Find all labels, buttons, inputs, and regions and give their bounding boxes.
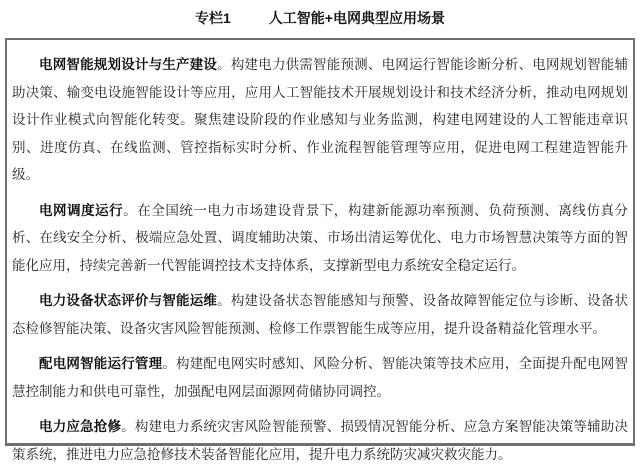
paragraph-separator: 。	[217, 57, 231, 72]
paragraph-body: 在全国统一电力市场建设背景下，构建新能源功率预测、负荷预测、离线仿真分析、在线安全分析、极端应急处置、调度辅助决策、市场出清运筹优化、电力市场智慧决策等方面的智能化应用，持续完善新一代智能调控技术支持体系，支撑新型电力系统安全稳定运行。	[12, 202, 629, 273]
paragraph-separator: 。	[121, 419, 135, 434]
paragraph	[12, 51, 628, 189]
paragraph	[12, 287, 628, 342]
paragraph	[12, 413, 628, 468]
panel-title-text: 人工智能+电网典型应用场景	[268, 10, 445, 26]
paragraph-body: 构建设备状态智能感知与预警、设备故障智能定位与诊断、设备状态检修智能决策、设备灾害风险智能预测、检修工作票智能生成等应用，提升设备精益化管理水平。	[12, 293, 629, 336]
paragraph-heading: 电网调度运行	[39, 202, 124, 218]
paragraph-body: 构建电力供需智能预测、电网运行智能诊断分析、电网规划智能辅助决策、输变电设施智能设计等应用，应用人工智能技术开展规划设计和技术经济分析，推动电网规划设计作业模式向智能化转变。聚焦建设阶段的作业感知与业务监测，构建电网建设的人工智能违章识别、进度仿真、在线监测、管控指标实时分析、作业流程智能管理等应用，促进电网工程建造智能升级。	[12, 57, 629, 182]
paragraph-body: 构建配电网实时感知、风险分析、智能决策等技术应用，全面提升配电网智慧控制能力和供电可靠性，加强配电网层面源网荷储协同调控。	[12, 356, 629, 399]
panel-number-label: 专栏1	[195, 10, 231, 26]
paragraph-separator: 。	[162, 356, 177, 371]
paragraph	[12, 350, 628, 405]
paragraph-heading: 配电网智能运行管理	[39, 356, 163, 371]
paragraph-heading: 电力设备状态评价与智能运维	[39, 293, 218, 308]
content-box	[5, 38, 635, 462]
page-title	[0, 0, 640, 28]
paragraph-separator: 。	[217, 293, 231, 308]
paragraph-heading: 电力应急抢修	[39, 419, 122, 434]
paragraph	[12, 197, 628, 280]
paragraph-separator: 。	[123, 202, 138, 218]
paragraph-body: 构建电力系统灾害风险智能预警、损毁情况智能分析、应急方案智能决策等辅助决策系统，推进电力应急抢修技术装备智能化应用，提升电力系统防灾减灾救灾能力。	[12, 419, 629, 462]
paragraph-heading: 电网智能规划设计与生产建设	[39, 57, 218, 72]
